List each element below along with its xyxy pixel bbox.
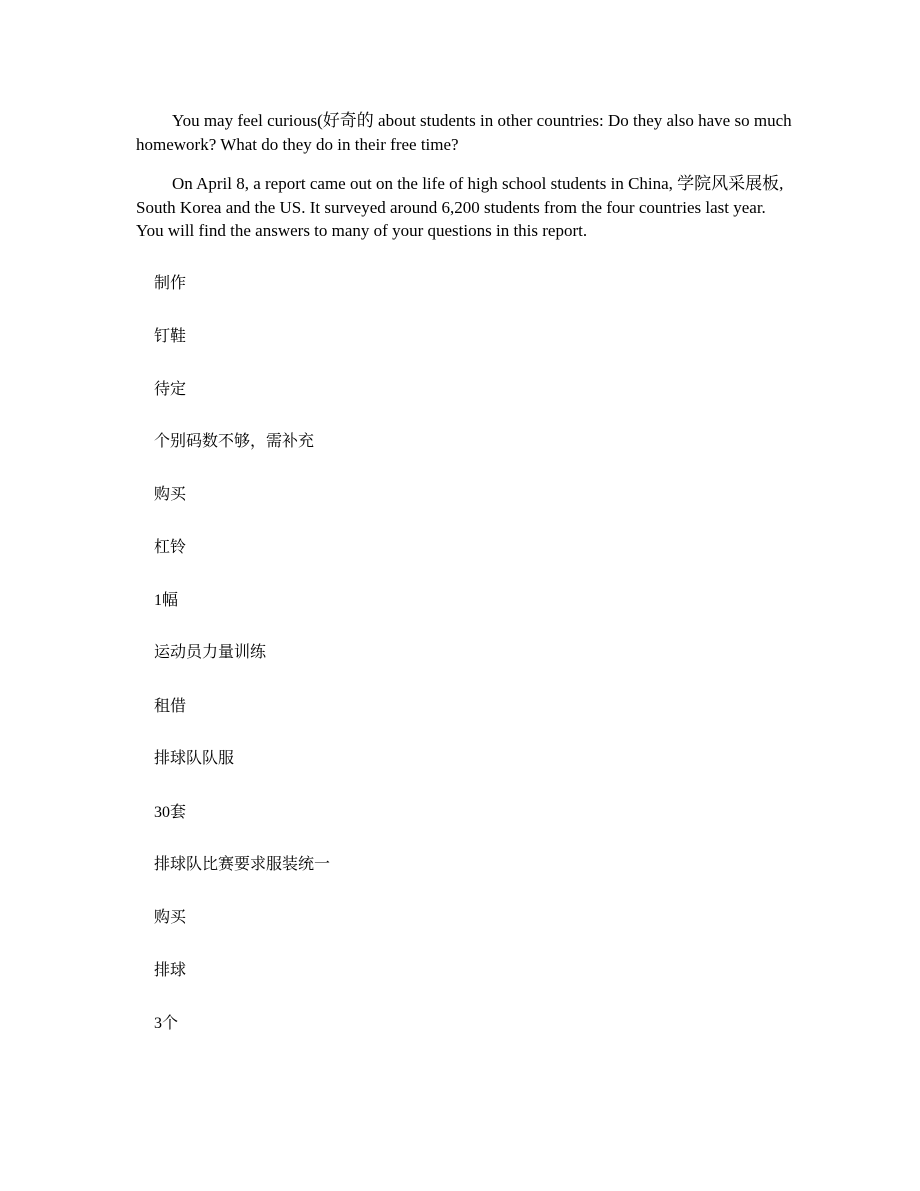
- report-paragraph: [136, 172, 796, 243]
- intro-paragraph-text: You may feel curious(好奇的 about students in other countries: Do they also have so much homework? What do they do in their free time?: [136, 111, 792, 154]
- list-item: 1幅: [154, 592, 179, 609]
- list-item: 待定: [154, 381, 187, 398]
- report-paragraph-text: On April 8, a report came out on the life of high school students in China, 学院风采展板, South Korea and the US. It surveyed around 6,200 students from the four countries last year. You will find the answers to many of your questions in this report.: [136, 174, 784, 240]
- list-item: 个别码数不够，需补充: [154, 433, 315, 450]
- list-item: 30套: [154, 804, 187, 821]
- list-item: 排球: [154, 962, 187, 979]
- list-item: 杠铃: [154, 539, 187, 556]
- list-item: 购买: [154, 486, 187, 503]
- list-item: 排球队比赛要求服装统一: [154, 856, 331, 873]
- list-item: 购买: [154, 909, 187, 926]
- list-item: 排球队队服: [154, 750, 235, 767]
- list-item: 钉鞋: [154, 328, 187, 345]
- list-item: 3个: [154, 1015, 179, 1032]
- list-item: 租借: [154, 698, 187, 715]
- list-item: 制作: [154, 275, 187, 292]
- list-item: 运动员力量训练: [154, 644, 267, 661]
- intro-paragraph: [136, 109, 796, 156]
